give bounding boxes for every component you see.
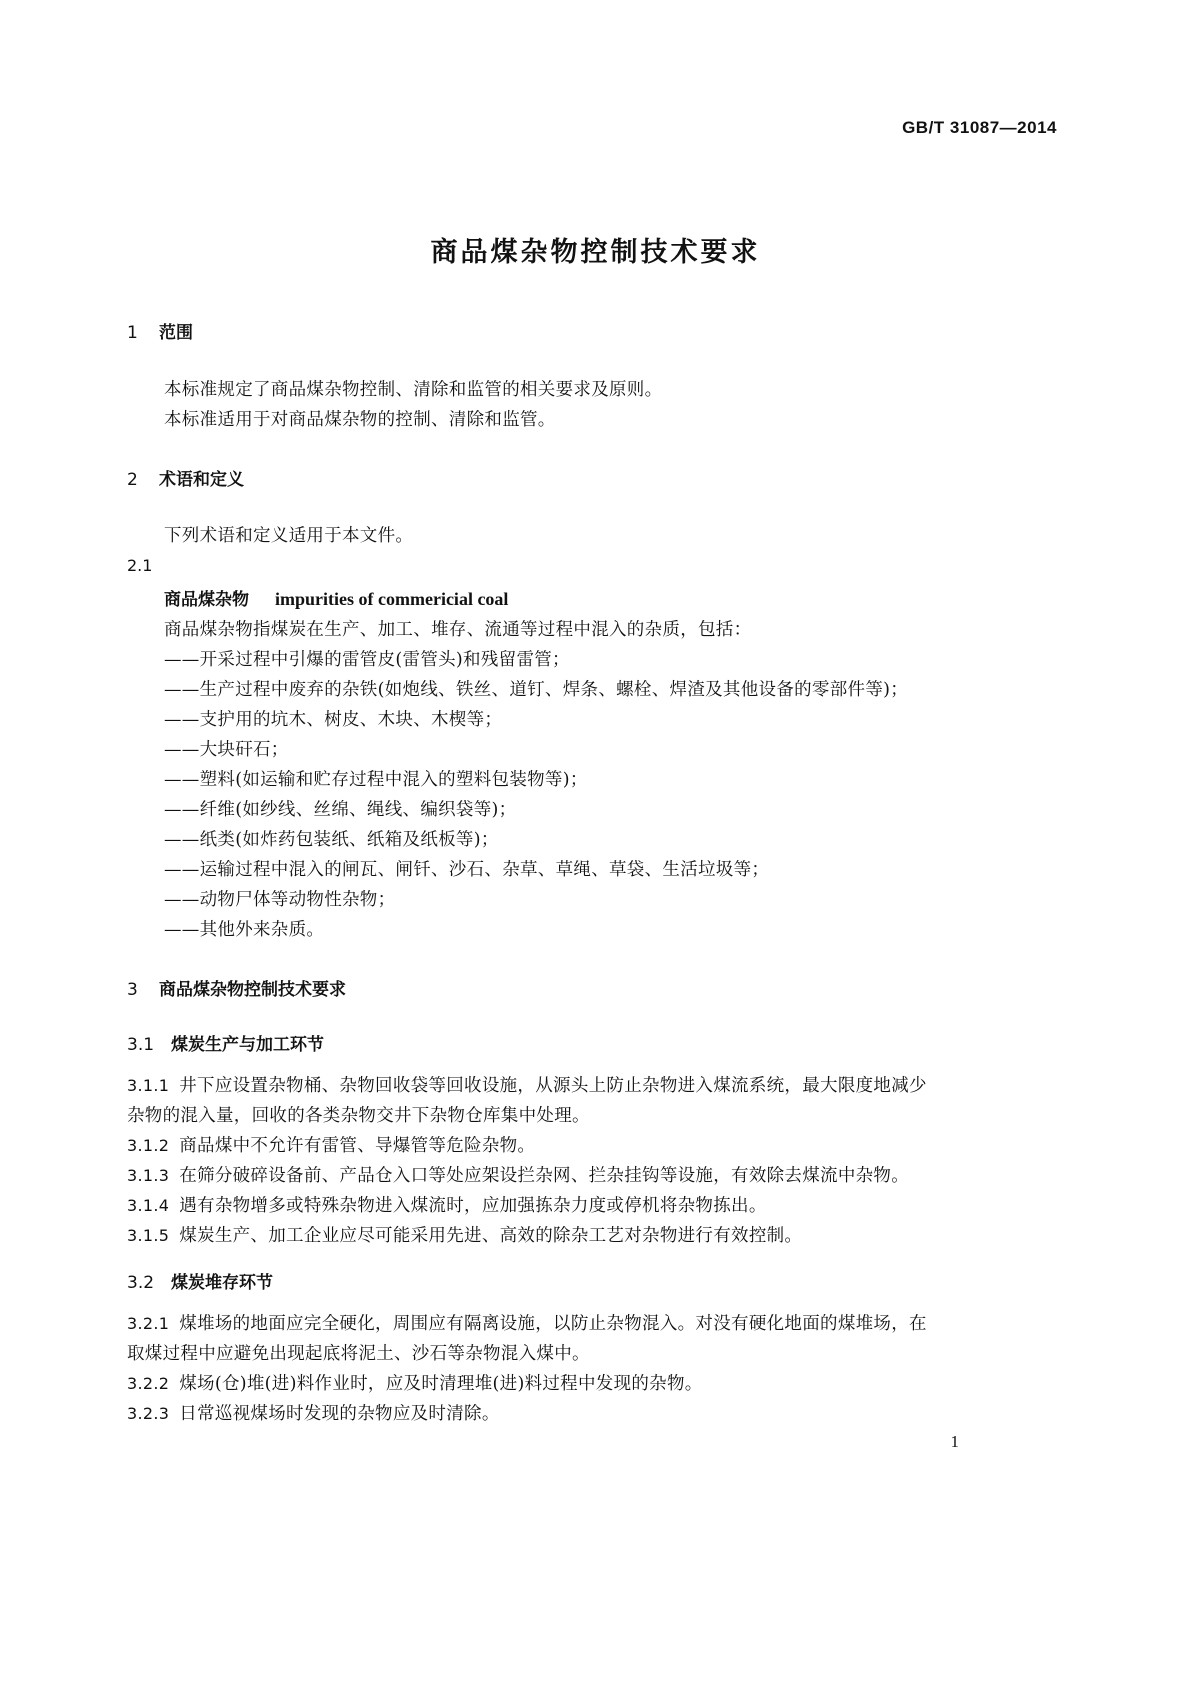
term-english: impurities of commericial coal <box>275 589 509 609</box>
clause-number: 3.1.2 <box>127 1136 170 1155</box>
clause <box>127 1370 703 1395</box>
clause-text: 煤场(仓)堆(进)料作业时，应及时清理堆(进)料过程中发现的杂物。 <box>179 1374 703 1394</box>
clause-number: 3.2.3 <box>127 1404 170 1423</box>
clause <box>127 1162 909 1187</box>
subsection-number: 3.2 <box>127 1273 155 1293</box>
clause-continuation: 杂物的混入量，回收的各类杂物交井下杂物仓库集中处理。 <box>127 1106 590 1126</box>
clause-number: 3.2.1 <box>127 1314 170 1333</box>
clause-text: 遇有杂物增多或特殊杂物进入煤流时，应加强拣杂力度或停机将杂物拣出。 <box>179 1196 767 1216</box>
document-title: 商品煤杂物控制技术要求 <box>430 237 761 268</box>
clause-text: 井下应设置杂物桶、杂物回收袋等回收设施，从源头上防止杂物进入煤流系统，最大限度地减少 <box>179 1076 927 1096</box>
list-item: ——生产过程中废弃的杂铁(如炮线、铁丝、道钉、焊条、螺栓、焊渣及其他设备的零部件等)； <box>164 680 909 700</box>
list-item: ——塑料(如运输和贮存过程中混入的塑料包装物等)； <box>164 770 588 790</box>
list-item: ——纤维(如纱线、丝绵、绳线、编织袋等)； <box>164 800 517 820</box>
subsection-3-1-heading <box>127 1030 324 1055</box>
list-item: ——动物尸体等动物性杂物； <box>164 890 396 910</box>
subsection-number: 3.1 <box>127 1035 155 1055</box>
paragraph: 本标准规定了商品煤杂物控制、清除和监管的相关要求及原则。 <box>164 380 663 400</box>
clause-number: 3.1.5 <box>127 1226 170 1245</box>
clause <box>127 1132 535 1157</box>
clause <box>127 1192 767 1217</box>
clause <box>127 1400 500 1425</box>
clause-text: 煤堆场的地面应完全硬化，周围应有隔离设施，以防止杂物混入。对没有硬化地面的煤堆场，在 <box>179 1314 927 1334</box>
clause-text: 日常巡视煤场时发现的杂物应及时清除。 <box>179 1404 500 1424</box>
section-number: 2 <box>127 470 138 490</box>
section-title: 范围 <box>159 323 193 343</box>
section-number: 3 <box>127 980 138 1000</box>
list-item: ——其他外来杂质。 <box>164 920 325 940</box>
list-item: ——支护用的坑木、树皮、木块、木楔等； <box>164 710 503 730</box>
section-3-heading <box>127 975 346 1000</box>
section-title: 商品煤杂物控制技术要求 <box>159 980 346 1000</box>
subsection-3-2-heading <box>127 1268 273 1293</box>
term-chinese: 商品煤杂物 <box>164 590 249 610</box>
clause-number: 2.1 <box>127 556 153 575</box>
clause-text: 煤炭生产、加工企业应尽可能采用先进、高效的除杂工艺对杂物进行有效控制。 <box>179 1226 803 1246</box>
list-item: ——开采过程中引爆的雷管皮(雷管头)和残留雷管； <box>164 650 570 670</box>
subsection-title: 煤炭堆存环节 <box>171 1273 273 1293</box>
subsection-title: 煤炭生产与加工环节 <box>171 1035 324 1055</box>
clause-number: 3.1.4 <box>127 1196 170 1215</box>
clause-continuation: 取煤过程中应避免出现起底将泥土、沙石等杂物混入煤中。 <box>127 1344 590 1364</box>
list-item: ——运输过程中混入的闸瓦、闸钎、沙石、杂草、草绳、草袋、生活垃圾等； <box>164 860 770 880</box>
definition: 商品煤杂物指煤炭在生产、加工、堆存、流通等过程中混入的杂质，包括： <box>164 620 752 640</box>
list-item: ——大块矸石； <box>164 740 289 760</box>
clause-number: 3.1.1 <box>127 1076 170 1095</box>
paragraph: 本标准适用于对商品煤杂物的控制、清除和监管。 <box>164 410 556 430</box>
clause <box>127 1310 927 1335</box>
paragraph: 下列术语和定义适用于本文件。 <box>164 526 414 546</box>
standard-number: GB/T 31087—2014 <box>902 118 1057 137</box>
clause <box>127 1072 927 1097</box>
page-number: 1 <box>950 1432 959 1451</box>
clause-text: 在筛分破碎设备前、产品仓入口等处应架设拦杂网、拦杂挂钩等设施，有效除去煤流中杂物。 <box>179 1166 910 1186</box>
clause-number: 3.1.3 <box>127 1166 170 1185</box>
clause <box>127 1222 802 1247</box>
section-number: 1 <box>127 323 138 343</box>
clause-number: 3.2.2 <box>127 1374 170 1393</box>
section-1-heading <box>127 318 193 343</box>
term-entry <box>164 585 508 610</box>
clause-text: 商品煤中不允许有雷管、导爆管等危险杂物。 <box>179 1136 536 1156</box>
section-2-heading <box>127 465 244 490</box>
list-item: ——纸类(如炸药包装纸、纸箱及纸板等)； <box>164 830 499 850</box>
section-title: 术语和定义 <box>159 470 244 490</box>
